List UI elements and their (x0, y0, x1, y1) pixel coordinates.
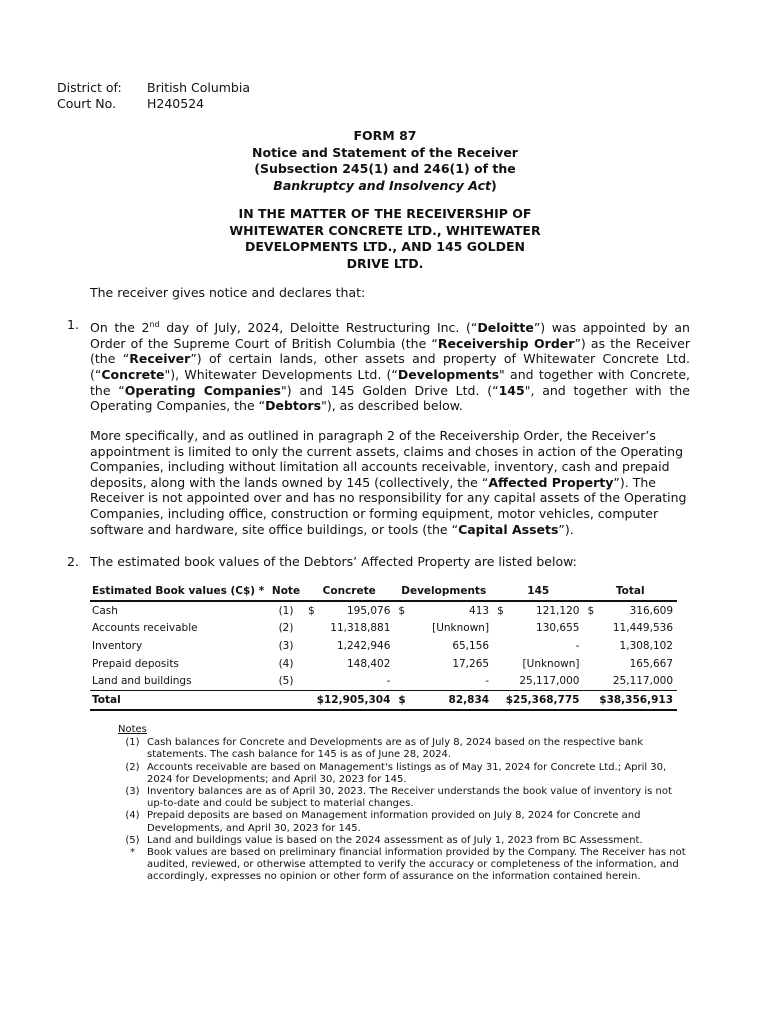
form-title-line3: Bankruptcy and Insolvency Act) (273, 177, 497, 193)
note-item (118, 762, 688, 786)
currency-symbol (304, 637, 318, 655)
total-145: $25,368,775 (493, 690, 583, 709)
currency-symbol (304, 620, 318, 638)
currency-symbol (493, 637, 507, 655)
row-note: (1) (278, 604, 294, 617)
row-label: Land and buildings (92, 675, 192, 688)
developments-value: [Unknown] (432, 622, 490, 635)
paragraph-number: 2. (67, 554, 79, 569)
note-marker: (1) (125, 737, 140, 749)
currency-symbol (304, 672, 318, 690)
header-concrete: Concrete (304, 584, 394, 601)
court-header (57, 80, 250, 112)
currency-symbol (394, 672, 408, 690)
notes-section (118, 724, 688, 884)
total-concrete: $12,905,304 (304, 690, 394, 709)
note-item (118, 847, 688, 884)
concrete-value: - (386, 675, 391, 688)
golden-145-value: 25,117,000 (519, 675, 580, 688)
currency-symbol: $ (308, 604, 315, 617)
developments-value: 413 (469, 604, 490, 617)
district-label: District of: (57, 80, 122, 95)
developments-value: - (485, 675, 490, 688)
note-text: Land and buildings value is based on the 2024 assessment as of July 1, 2023 from BC Assessment. (147, 834, 643, 846)
currency-symbol (493, 620, 507, 638)
matter-line3: DEVELOPMENTS LTD., AND 145 GOLDEN (245, 239, 525, 254)
total-value: 11,449,536 (612, 622, 673, 635)
golden-145-value: - (575, 639, 580, 652)
currency-symbol (394, 655, 408, 673)
currency-symbol (583, 620, 597, 638)
developments-value: 65,156 (452, 639, 490, 652)
note-text: Cash balances for Concrete and Developments are as of July 8, 2024 based on the respective bank statements. The cash balance for 145 is as of June 28, 2024. (147, 737, 644, 761)
row-note: (3) (278, 639, 294, 652)
header-145: 145 (493, 584, 583, 601)
court-value: H240524 (147, 96, 205, 111)
table-row (90, 655, 677, 673)
table-row (90, 672, 677, 690)
note-text: Prepaid deposits are based on Management information provided on July 8, 2024 for Concrete and Developments, and April 30, 2023 for 145. (147, 810, 641, 834)
total-value: 316,609 (629, 604, 673, 617)
row-label: Cash (92, 604, 118, 617)
concrete-value: 11,318,881 (330, 622, 391, 635)
currency-symbol (583, 637, 597, 655)
intro-text: The receiver gives notice and declares that: (90, 285, 366, 300)
total-label: Total (90, 690, 268, 709)
act-name: Bankruptcy and Insolvency Act (273, 177, 491, 193)
table-total-row (90, 690, 677, 709)
form-title (0, 128, 770, 194)
header-note: Note (268, 584, 304, 601)
golden-145-value: 121,120 (536, 604, 580, 617)
table-row (90, 601, 677, 620)
note-item (118, 810, 688, 834)
total-value: 25,117,000 (612, 675, 673, 688)
matter-line2: WHITEWATER CONCRETE LTD., WHITEWATER (229, 222, 541, 238)
paragraph-appointment: On the 2nd day of July, 2024, Deloitte Restructuring Inc. (“Deloitte”) was appointed by an Order of the Supreme Court of British Columbia (the “Receivership Order”) as the Receiver (the “Receiver”) of certain lands, other assets and property of Whitewater Concrete Ltd. (“Concrete"), Whitewater Developments Ltd. (“Developments" and together with Concrete, the “Operating Companies") and 145 Golden Drive Ltd. (“145", and together with the Operating Companies, the “Debtors"), as described below. (90, 320, 690, 414)
note-text: Inventory balances are as of April 30, 2023. The Receiver understands the book value of inventory is not up-to-date and could be subject to material changes. (147, 786, 672, 810)
concrete-value: 195,076 (346, 604, 391, 617)
note-item (118, 786, 688, 810)
form-number: FORM 87 (353, 128, 417, 143)
row-note: (4) (278, 657, 294, 670)
currency-symbol (493, 672, 507, 690)
header-total: Total (583, 584, 677, 601)
note-text: Accounts receivable are based on Management's listings as of May 31, 2024 for Concrete Ltd.; April 30, 2024 for Developments; and April 30, 2023 for 145. (147, 761, 667, 785)
note-item (118, 835, 688, 847)
grand-total: $38,356,913 (583, 690, 677, 709)
total-developments: 82,834 (408, 690, 493, 709)
form-title-line1: Notice and Statement of the Receiver (252, 144, 518, 160)
form-title-line2: (Subsection 245(1) and 246(1) of the (254, 161, 516, 176)
concrete-value: 1,242,946 (336, 639, 391, 652)
paragraph-scope: More specifically, and as outlined in paragraph 2 of the Receivership Order, the Receiver’s appointment is limited to only the current assets, claims and choses in action of the Operating Companies, including without limitation all accounts receivable, inventory, cash and prepaid deposits, along with the lands owned by 145 (collectively, the “Affected Property”). The Receiver is not appointed over and has no responsibility for any capital assets of the Operating Companies, including office, construction or forming equipment, motor vehicles, computer software and hardware, site office buildings, or tools (the “Capital Assets”). (90, 428, 687, 537)
note-marker: (4) (125, 810, 140, 822)
currency-symbol: $ (587, 604, 595, 617)
note-text: Book values are based on preliminary financial information provided by the Company. The Receiver has not audited, reviewed, or otherwise attempted to verify the accuracy or completeness of the information, and accordingly, expresses no opinion or other form of assurance on the information contained herein. (147, 847, 686, 883)
golden-145-value: [Unknown] (522, 657, 580, 670)
currency-symbol: $ (398, 604, 406, 617)
row-label: Accounts receivable (92, 622, 198, 635)
note-marker: (2) (125, 761, 140, 773)
developments-value: 17,265 (452, 657, 490, 670)
paragraph-number: 1. (67, 317, 79, 332)
court-label: Court No. (57, 96, 117, 111)
currency-symbol (583, 655, 597, 673)
matter-line1: IN THE MATTER OF THE RECEIVERSHIP OF (238, 206, 532, 221)
currency-symbol (394, 637, 408, 655)
currency-symbol: $ (497, 604, 504, 617)
note-item (118, 737, 688, 761)
row-note: (5) (278, 675, 294, 688)
notes-heading: Notes (118, 724, 147, 735)
golden-145-value: 130,655 (536, 622, 580, 635)
currency-symbol (583, 672, 597, 690)
header-label: Estimated Book values (C$) * (90, 584, 268, 601)
currency-symbol (304, 655, 318, 673)
header-developments: Developments (394, 584, 493, 601)
table-row (90, 620, 677, 638)
currency-symbol (493, 655, 507, 673)
total-value: 165,667 (629, 657, 673, 670)
book-values-table (90, 584, 677, 711)
note-marker: (3) (125, 786, 140, 798)
district-value: British Columbia (147, 80, 250, 95)
matter-heading (0, 206, 770, 272)
currency-symbol: $ (394, 690, 408, 709)
row-label: Prepaid deposits (92, 657, 179, 670)
matter-line4: DRIVE LTD. (346, 255, 424, 271)
table-header-row (90, 584, 677, 601)
total-value: 1,308,102 (619, 639, 673, 652)
concrete-value: 148,402 (346, 657, 391, 670)
row-label: Inventory (92, 639, 143, 652)
currency-symbol (394, 620, 408, 638)
note-marker: * (130, 847, 135, 859)
paragraph-book-values: The estimated book values of the Debtors’ Affected Property are listed below: (90, 554, 577, 569)
table-row (90, 637, 677, 655)
note-marker: (5) (125, 834, 140, 846)
row-note: (2) (278, 622, 294, 635)
